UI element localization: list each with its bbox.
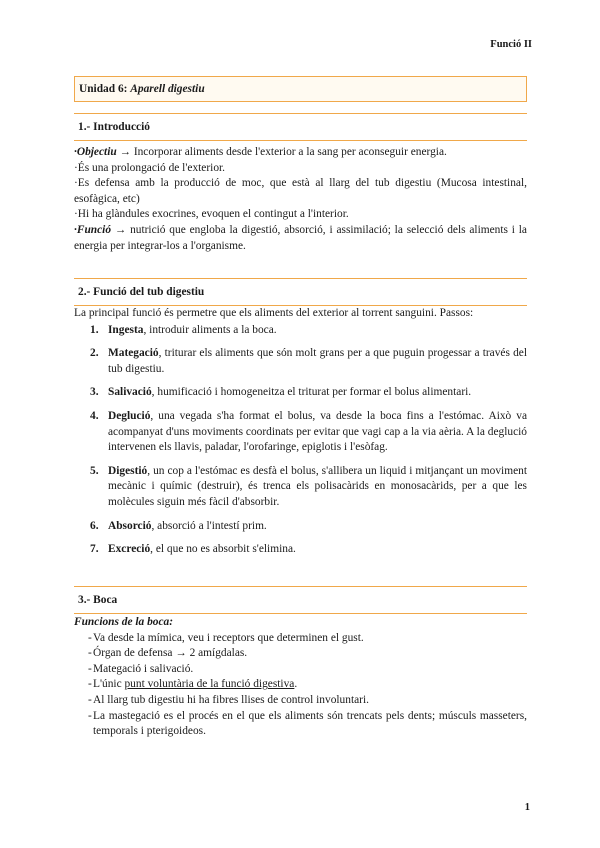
step-name: Digestió	[108, 464, 148, 477]
list-item	[74, 631, 527, 647]
list-item	[74, 464, 527, 511]
dash-bullet: -	[88, 709, 92, 722]
step-number: 3.	[90, 386, 99, 399]
item-text: 2 amígdalas.	[186, 647, 248, 660]
step-text: , triturar els aliments que són molt grans per a que puguin progessar a través del tub digestiu.	[108, 347, 527, 375]
section-intro: La principal funció és permetre que els aliments del exterior al torrent sanguini. Passos:	[74, 307, 474, 319]
step-number: 2.	[90, 347, 99, 360]
keyword-objectiu: ·Objectiu	[74, 146, 117, 158]
list-item	[74, 677, 527, 693]
item-text: Al llarg tub digestiu hi ha fibres llises de control involuntari.	[93, 693, 369, 706]
item-text: Órgan de defensa	[93, 647, 176, 660]
intro-line: ·És una prolongació de l'exterior.	[74, 161, 226, 174]
list-item	[74, 662, 527, 678]
step-number: 1.	[90, 323, 99, 336]
list-item	[74, 409, 527, 456]
step-text: , humificació i homogeneitza el triturat per formar el bolus alimentari.	[151, 386, 472, 399]
unit-title-box	[74, 76, 527, 102]
keyword-funcio: ·Funció	[74, 223, 112, 236]
item-text: Mategació i salivació.	[93, 662, 194, 675]
step-number: 6.	[90, 519, 99, 532]
unit-prefix: Unidad 6:	[79, 83, 128, 95]
step-number: 7.	[90, 543, 99, 556]
unit-title: Aparell digestiu	[130, 83, 205, 95]
step-name: Deglució	[108, 409, 151, 422]
steps-list	[74, 323, 527, 558]
list-item	[74, 346, 527, 377]
intro-text: nutrició que engloba la digestió, absorció, i assimilació; la selecció dels aliments i la energia per integrar-los a l'organisme.	[74, 223, 527, 252]
page-header-title: Funció II	[490, 39, 532, 50]
page-number: 1	[524, 802, 530, 813]
list-item	[74, 385, 527, 401]
dash-bullet: -	[88, 647, 92, 660]
dash-bullet: -	[88, 662, 92, 675]
step-name: Mategació	[108, 347, 159, 360]
step-name: Absorció	[108, 519, 152, 532]
subheading-funcions-boca: Funcions de la boca:	[74, 616, 174, 628]
list-item	[74, 646, 527, 662]
step-text: , absorció a l'intestí prim.	[151, 519, 267, 532]
underlined-text: punt voluntària de la funció digestiva	[124, 678, 295, 691]
arrow-icon: →	[114, 223, 127, 236]
step-name: Excreció	[108, 543, 151, 556]
step-text: , una vegada s'ha format el bolus, va desde la boca fins a l'estómac. Això va acompanyat d'uns moviments coordinats per evitar que vagi cap a la via aèria. A la deglució intervenen els llavis, paladar, l'orofaringe, epiglotis i l'esòfag.	[108, 409, 527, 454]
item-text: Va desde la mímica, veu i receptors que determinen el gust.	[93, 631, 364, 644]
step-text: , un cop a l'estómac es desfà el bolus, s'allibera un liquid i mitjançant un moviment mecànic i químic (destruir), és trenca els polisacàrids en monosacàrids, per a que les molècules siguin més fàcil d'absorbir.	[108, 464, 527, 508]
step-name: Ingesta	[108, 323, 144, 336]
dash-bullet: -	[88, 678, 92, 691]
section-heading-funcio-tub: 2.- Funció del tub digestiu	[74, 278, 527, 306]
section-body-introduccio	[74, 145, 527, 254]
boca-functions-list	[74, 631, 527, 740]
dash-bullet: -	[88, 693, 92, 706]
section-heading-introduccio: 1.- Introducció	[74, 113, 527, 141]
step-text: , el que no es absorbit s'elimina.	[150, 543, 296, 556]
item-text: .	[294, 678, 298, 691]
list-item	[74, 709, 527, 740]
intro-text: Incorporar aliments desde l'exterior a la sang per aconseguir energia.	[130, 146, 447, 158]
arrow-icon: →	[175, 647, 187, 660]
list-item	[74, 542, 527, 558]
step-name: Salivació	[108, 386, 152, 399]
list-item	[74, 323, 527, 339]
step-number: 4.	[90, 409, 99, 422]
step-number: 5.	[90, 464, 99, 477]
dash-bullet: -	[88, 631, 92, 644]
section-body-boca	[74, 615, 527, 740]
intro-line: ·Es defensa amb la producció de moc, que està al llarg del tub digestiu (Mucosa intestinal, esofàgica, etc)	[74, 177, 527, 205]
step-text: , introduir aliments a la boca.	[143, 323, 277, 336]
intro-line	[74, 145, 527, 161]
item-text: L'únic	[93, 678, 125, 691]
intro-line: ·Hi ha glàndules exocrines, evoquen el contingut a l'interior.	[74, 208, 349, 221]
list-item	[74, 693, 527, 709]
section-heading-boca: 3.- Boca	[74, 586, 527, 614]
item-text: La mastegació es el procés en el que els aliments són trencats pels dents; músculs masseters, temporals i pterigoideos.	[93, 709, 527, 738]
intro-line	[74, 223, 527, 254]
arrow-icon: →	[119, 146, 131, 158]
list-item	[74, 519, 527, 535]
section-body-funcio-tub	[74, 306, 527, 566]
